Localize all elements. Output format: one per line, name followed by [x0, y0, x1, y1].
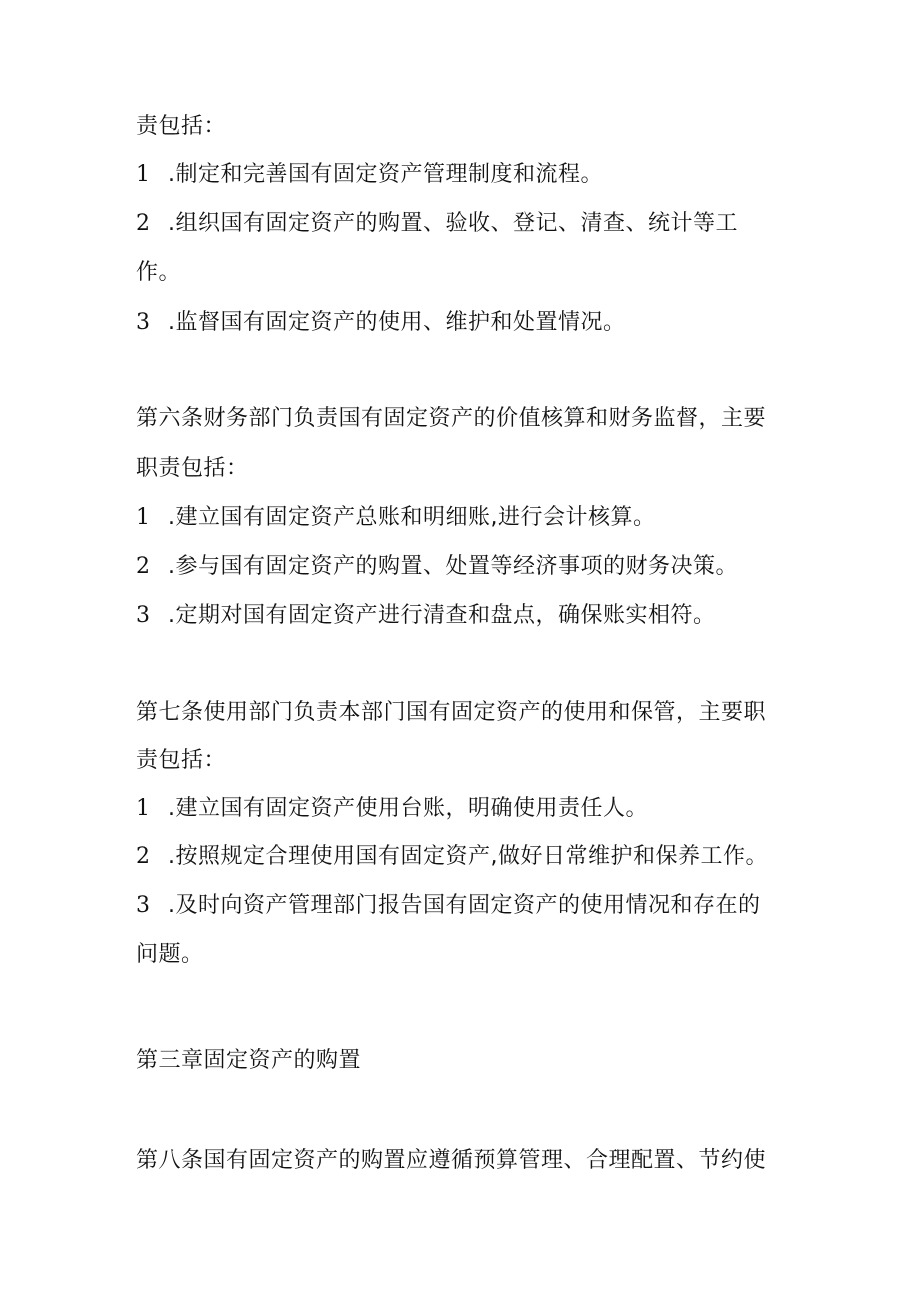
item-number: 2	[136, 844, 151, 869]
list-item	[136, 308, 796, 338]
list-item	[136, 794, 796, 824]
line-text: 责包括：	[136, 114, 227, 139]
line-text: 问题。	[136, 942, 204, 967]
line-text: .监督国有固定资产的使用、维护和处置情况。	[168, 310, 626, 335]
list-item	[136, 601, 796, 631]
article-heading	[136, 1146, 796, 1176]
text-line	[136, 112, 796, 142]
item-number: 2	[136, 211, 151, 236]
line-text: .组织国有固定资产的购置、验收、登记、清查、统计等工	[168, 211, 738, 236]
list-item	[136, 552, 796, 582]
line-text: .建立国有固定资产使用台账，明确使用责任人。	[168, 796, 648, 821]
list-item	[136, 160, 796, 190]
item-number: 1	[136, 796, 151, 821]
line-text: 责包括：	[136, 748, 227, 773]
text-line	[136, 258, 796, 288]
item-number: 3	[136, 603, 151, 628]
list-item	[136, 891, 796, 921]
line-text: .制定和完善国有固定资产管理制度和流程。	[168, 162, 603, 187]
list-item	[136, 503, 796, 533]
line-text: 职责包括：	[136, 456, 249, 481]
line-text: .定期对国有固定资产进行清查和盘点，确保账实相符。	[168, 603, 716, 628]
text-line	[136, 454, 796, 484]
text-line	[136, 940, 796, 970]
item-number: 3	[136, 310, 151, 335]
list-item	[136, 209, 796, 239]
line-text: .按照规定合理使用国有固定资产,做好日常维护和保养工作。	[168, 844, 768, 869]
item-number: 1	[136, 162, 151, 187]
item-number: 2	[136, 554, 151, 579]
line-text: .及时向资产管理部门报告国有固定资产的使用情况和存在的	[168, 893, 761, 918]
line-text: .建立国有固定资产总账和明细账,进行会计核算。	[168, 505, 656, 530]
article-heading	[136, 698, 796, 728]
line-text: 第八条国有固定资产的购置应遵循预算管理、合理配置、节约使	[136, 1148, 767, 1173]
line-text: 第六条财务部门负责国有固定资产的价值核算和财务监督，主要	[136, 406, 767, 431]
item-number: 1	[136, 505, 151, 530]
text-line	[136, 746, 796, 776]
chapter-heading	[136, 1046, 796, 1076]
list-item	[136, 842, 796, 872]
line-text: 第三章固定资产的购置	[136, 1048, 362, 1073]
item-number: 3	[136, 893, 151, 918]
line-text: 作。	[136, 260, 182, 285]
article-heading	[136, 404, 796, 434]
line-text: 第七条使用部门负责本部门国有固定资产的使用和保管，主要职	[136, 700, 767, 725]
line-text: .参与国有固定资产的购置、处置等经济事项的财务决策。	[168, 554, 738, 579]
